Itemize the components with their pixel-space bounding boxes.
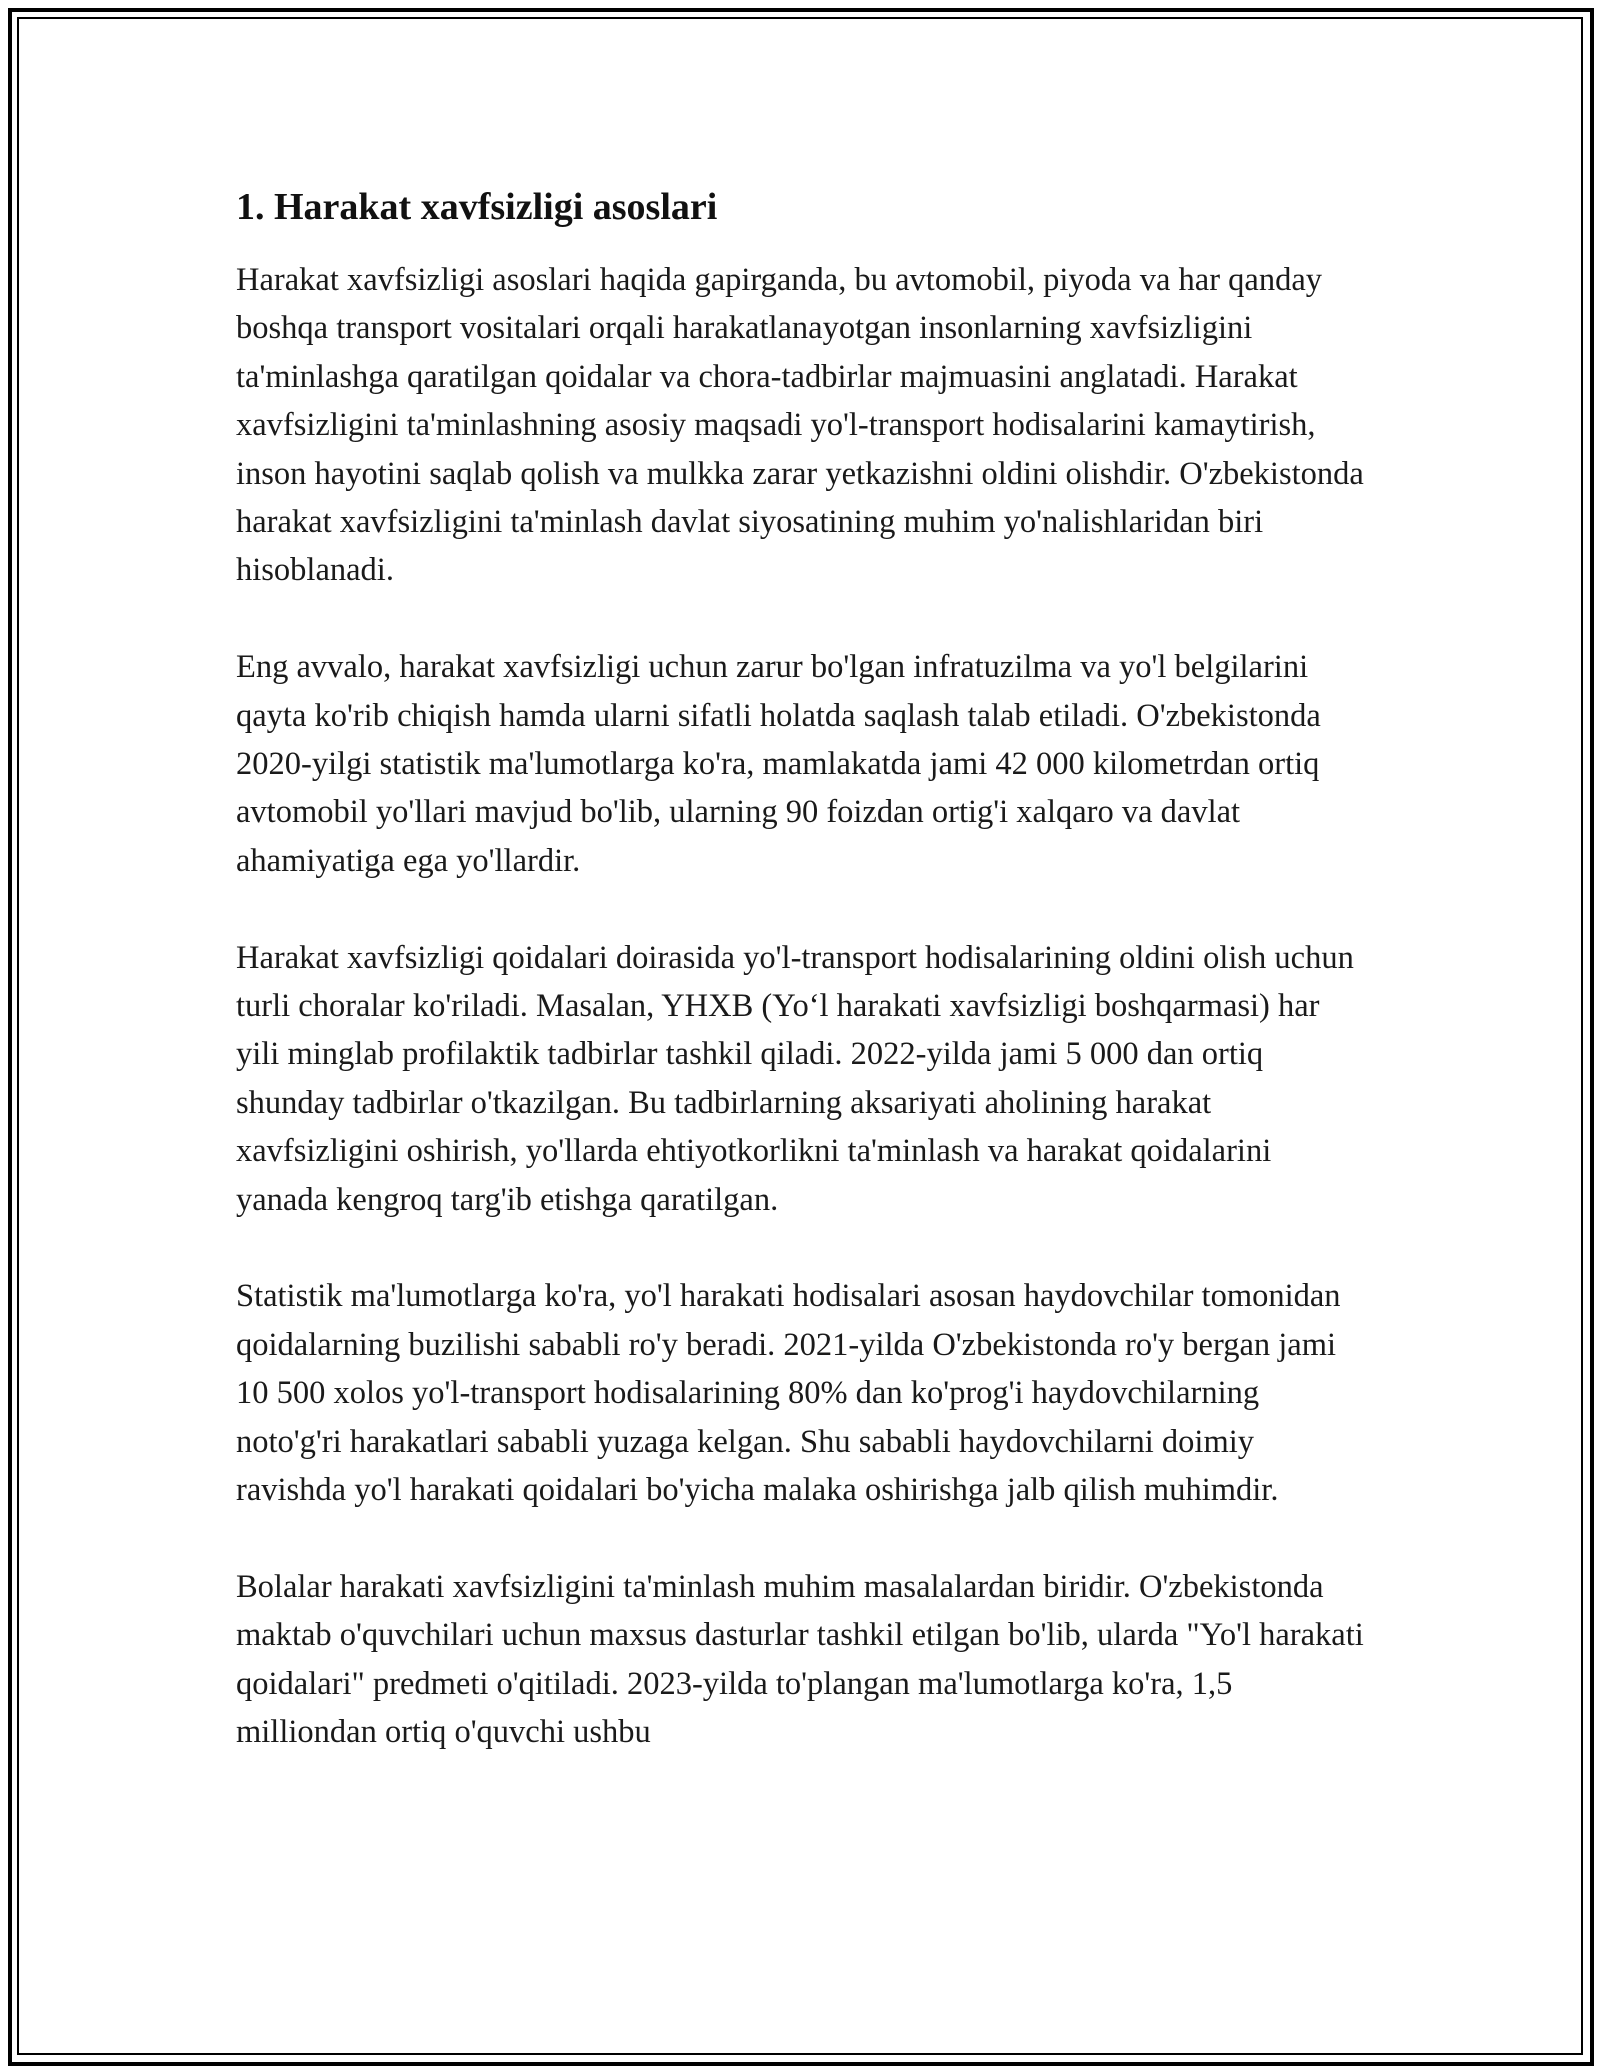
document-body — [236, 184, 1364, 1805]
paragraph-4: Statistik ma'lumotlarga ko'ra, yo'l harakati hodisalari asosan haydovchilar tomonidan qoidalarning buzilishi sababli ro'y beradi. 2021-yilda O'zbekistonda ro'y bergan jami 10 500 xolos yo'l-transport hodisalarining 80% dan ko'prog'i haydovchilarning noto'g'ri harakatlari sababli yuzaga kelgan. Shu sababli haydovchilarni doimiy ravishda yo'l harakati qoidalari bo'yicha malaka oshirishga jalb qilish muhimdir. — [236, 1278, 1341, 1509]
paragraph-3: Harakat xavfsizligi qoidalari doirasida yo'l-transport hodisalarining oldini olish uchun turli choralar ko'riladi. Masalan, YHXB (Yo‘l harakati xavfsizligi boshqarmasi) har yili minglab profilaktik tadbirlar tashkil qiladi. 2022-yilda jami 5 000 dan ortiq shunday tadbirlar o'tkazilgan. Bu tadbirlarning aksariyati aholining harakat xavfsizligini oshirish, yo'llarda ehtiyotkorlikni ta'minlash va harakat qoidalarini yanada kengroq targ'ib etishga qaratilgan. — [236, 939, 1354, 1218]
section-title: 1. Harakat xavfsizligi asoslari — [236, 186, 718, 228]
paragraph-2: Eng avvalo, harakat xavfsizligi uchun zarur bo'lgan infratuzilma va yo'l belgilarini qayta ko'rib chiqish hamda ularni sifatli holatda saqlash talab etiladi. O'zbekistonda 2020-yilgi statistik ma'lumotlarga ko'ra, mamlakatda jami 42 000 kilometrdan ortiq avtomobil yo'llari mavjud bo'lib, ularning 90 foizdan ortig'i xalqaro va davlat ahamiyatiga ega yo'llardir. — [236, 649, 1321, 879]
paragraph-5: Bolalar harakati xavfsizligini ta'minlash muhim masalalardan biridir. O'zbekistonda maktab o'quvchilari uchun maxsus dasturlar tashkil etilgan bo'lib, ularda "Yo'l harakati qoidalari" predmeti o'qitiladi. 2023-yilda to'plangan ma'lumotlarga ko'ra, 1,5 milliondan ortiq o'quvchi ushbu — [236, 1568, 1364, 1751]
paragraph-1: Harakat xavfsizligi asoslari haqida gapirganda, bu avtomobil, piyoda va har qanday boshqa transport vositalari orqali harakatlanayotgan insonlarning xavfsizligini ta'minlashga qaratilgan qoidalar va chora-tadbirlar majmuasini anglatadi. Harakat xavfsizligini ta'minlashning asosiy maqsadi yo'l-transport hodisalarini kamaytirish, inson hayotini saqlab qolish va mulkka zarar yetkazishni oldini olishdir. O'zbekistonda harakat xavfsizligini ta'minlash davlat siyosatining muhim yo'nalishlaridan biri hisoblanadi. — [236, 262, 1364, 589]
